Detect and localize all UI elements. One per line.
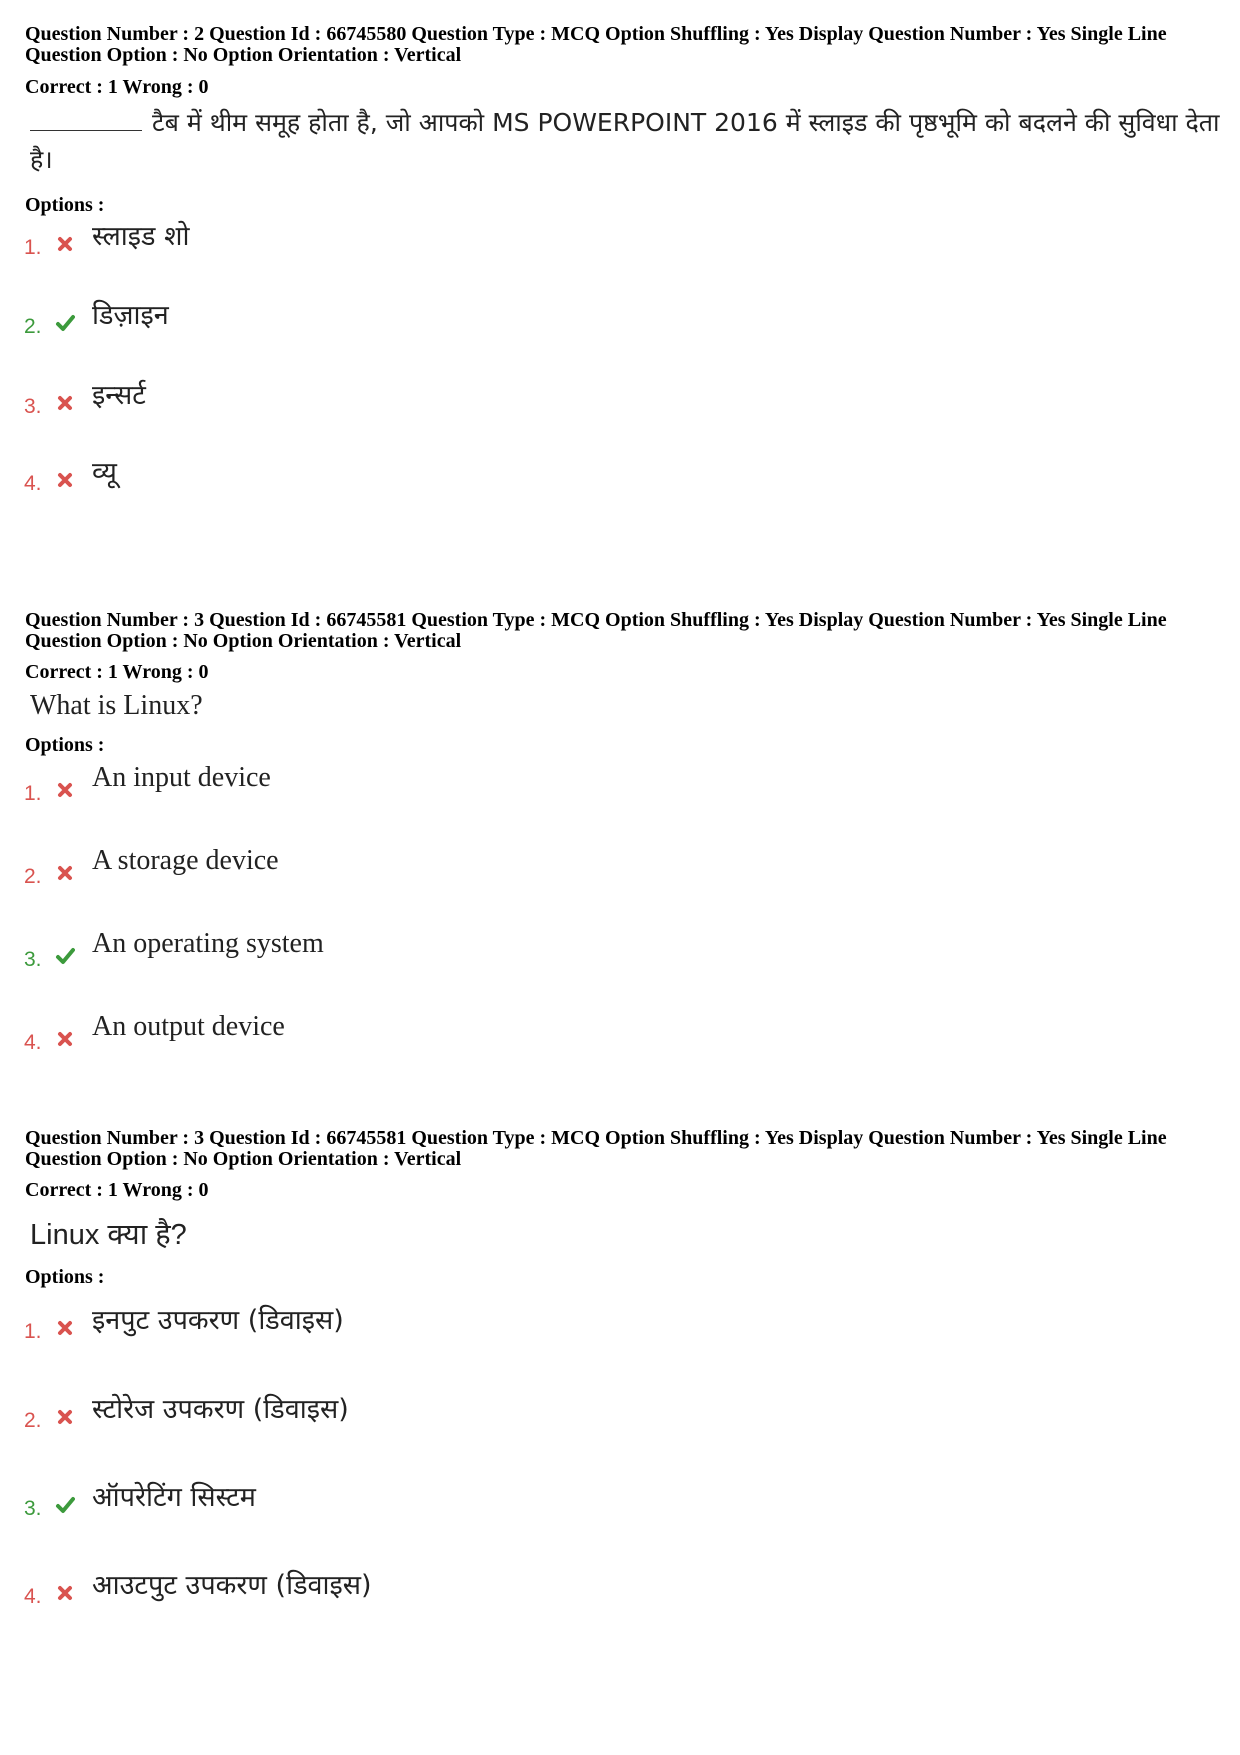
option-item xyxy=(0,1565,1240,1615)
option-text: A storage device xyxy=(92,845,279,876)
option-number: 4. xyxy=(24,1031,42,1054)
options-label: Options : xyxy=(25,1266,105,1288)
option-text: स्लाइड शो xyxy=(92,221,190,252)
option-text: डिज़ाइन xyxy=(92,300,169,331)
option-item xyxy=(0,375,1240,425)
option-number: 2. xyxy=(24,1409,42,1432)
cross-icon xyxy=(55,470,75,490)
option-text: स्टोरेज उपकरण (डिवाइस) xyxy=(92,1394,349,1425)
question-text: What is Linux? xyxy=(30,690,203,721)
option-text: आउटपुट उपकरण (डिवाइस) xyxy=(92,1570,372,1601)
option-item xyxy=(0,295,1240,345)
question-score: Correct : 1 Wrong : 0 xyxy=(25,76,209,98)
option-text: व्यू xyxy=(92,457,117,488)
option-number: 3. xyxy=(24,1497,42,1520)
option-item xyxy=(0,845,1240,895)
option-number: 1. xyxy=(24,1320,42,1343)
question-text: Linux क्या है? xyxy=(30,1219,187,1251)
cross-icon xyxy=(55,1583,75,1603)
options-label: Options : xyxy=(25,194,105,216)
option-item xyxy=(0,762,1240,812)
option-item xyxy=(0,1477,1240,1527)
option-number: 3. xyxy=(24,948,42,971)
option-number: 1. xyxy=(24,782,42,805)
answer-blank xyxy=(30,110,142,131)
check-icon xyxy=(55,946,75,966)
options-label: Options : xyxy=(25,734,105,756)
question-score: Correct : 1 Wrong : 0 xyxy=(25,1179,209,1201)
question-meta: Question Number : 2 Question Id : 66745580 Question Type : MCQ Option Shuffling : Yes Display Question Number : Yes Single Line Question Option : No Option Orientation : Vertical xyxy=(25,23,1167,66)
check-icon xyxy=(55,1495,75,1515)
cross-icon xyxy=(55,1407,75,1427)
option-item xyxy=(0,1389,1240,1439)
cross-icon xyxy=(55,1318,75,1338)
question-score: Correct : 1 Wrong : 0 xyxy=(25,661,209,683)
option-number: 4. xyxy=(24,472,42,495)
option-text: An operating system xyxy=(92,928,324,959)
option-number: 2. xyxy=(24,315,42,338)
option-text: An input device xyxy=(92,762,271,793)
question-meta: Question Number : 3 Question Id : 66745581 Question Type : MCQ Option Shuffling : Yes Display Question Number : Yes Single Line Question Option : No Option Orientation : Vertical xyxy=(25,1127,1167,1170)
option-item xyxy=(0,452,1240,502)
option-text: इनपुट उपकरण (डिवाइस) xyxy=(92,1305,344,1336)
option-text: ऑपरेटिंग सिस्टम xyxy=(92,1482,256,1513)
option-item xyxy=(0,1011,1240,1061)
cross-icon xyxy=(55,234,75,254)
option-text: इन्सर्ट xyxy=(92,380,146,411)
cross-icon xyxy=(55,1029,75,1049)
option-item xyxy=(0,928,1240,978)
question-meta: Question Number : 3 Question Id : 66745581 Question Type : MCQ Option Shuffling : Yes Display Question Number : Yes Single Line Question Option : No Option Orientation : Vertical xyxy=(25,609,1167,652)
option-text: An output device xyxy=(92,1011,285,1042)
option-item xyxy=(0,216,1240,266)
cross-icon xyxy=(55,393,75,413)
cross-icon xyxy=(55,780,75,800)
option-number: 2. xyxy=(24,865,42,888)
option-number: 3. xyxy=(24,395,42,418)
option-number: 1. xyxy=(24,236,42,259)
check-icon xyxy=(55,313,75,333)
cross-icon xyxy=(55,863,75,883)
option-number: 4. xyxy=(24,1585,42,1608)
question-text: टैब में थीम समूह होता है, जो आपको MS POWERPOINT 2016 में स्लाइड की पृष्ठभूमि को बदलने की सुविधा देता है। xyxy=(30,108,1220,174)
option-item xyxy=(0,1300,1240,1350)
